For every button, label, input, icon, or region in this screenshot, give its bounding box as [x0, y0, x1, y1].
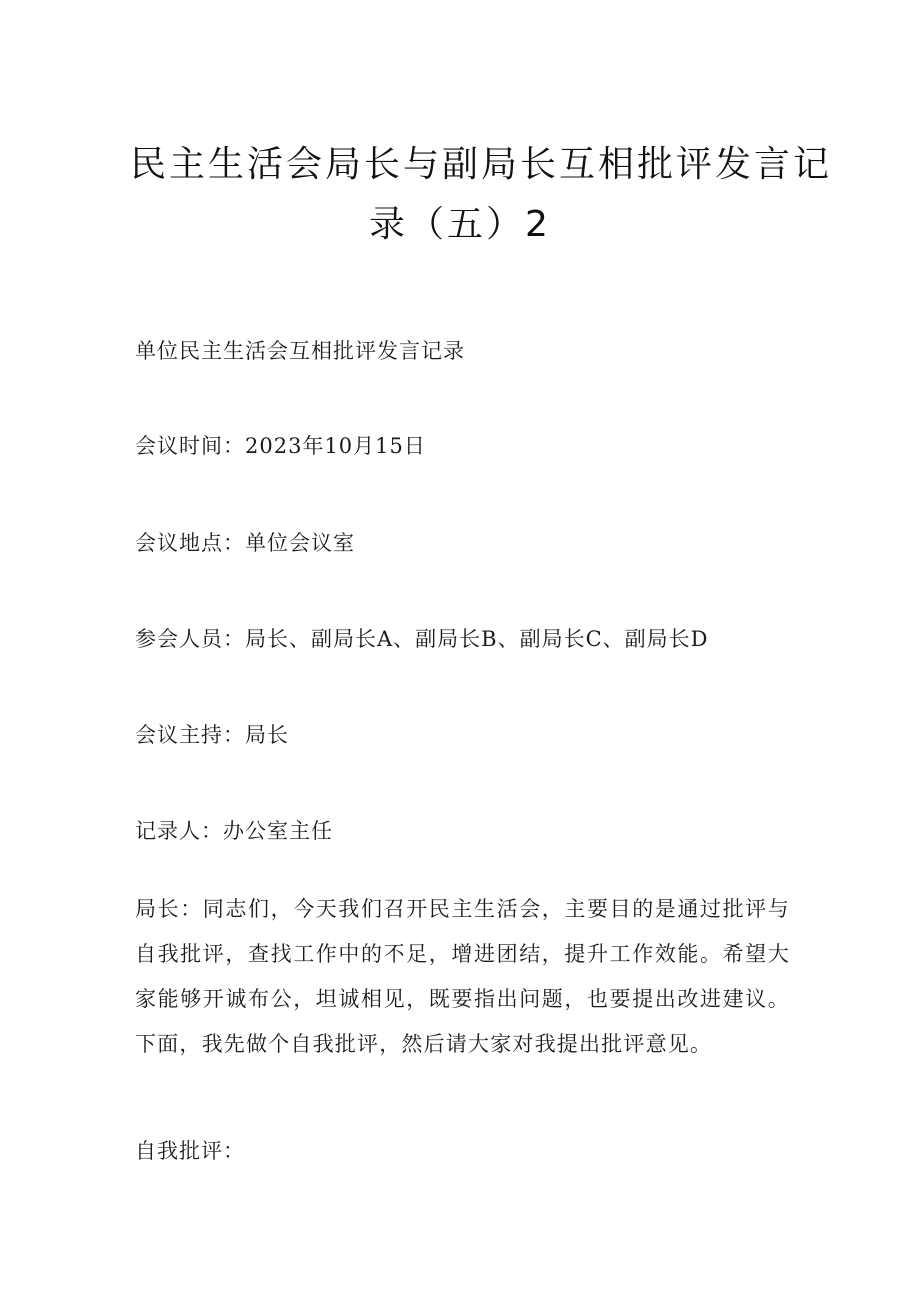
self-criticism-heading: 自我批评： — [135, 1139, 245, 1163]
meeting-place: 会议地点：单位会议室 — [135, 531, 355, 555]
document-title-line-1: 民主生活会局长与副局长互相批评发言记 — [130, 144, 833, 185]
opening-speech-paragraph: 局长：同志们，今天我们召开民主生活会，主要目的是通过批评与自我批评，查找工作中的不足，增进团结，提升工作效能。希望大家能够开诚布公，坦诚相见，既要指出问题，也要提出改进建议。下面，我先做个自我批评，然后请大家对我提出批评意见。 — [135, 897, 790, 1056]
meeting-recorder: 记录人：办公室主任 — [135, 819, 333, 843]
document-title-line-2: 录（五）2 — [369, 204, 551, 245]
meeting-attendees: 参会人员：局长、副局长A、副局长B、副局长C、副局长D — [135, 627, 709, 651]
meeting-time: 会议时间：2023年10月15日 — [135, 434, 426, 458]
document-subtitle: 单位民主生活会互相批评发言记录 — [135, 339, 465, 363]
meeting-host: 会议主持：局长 — [135, 723, 289, 747]
